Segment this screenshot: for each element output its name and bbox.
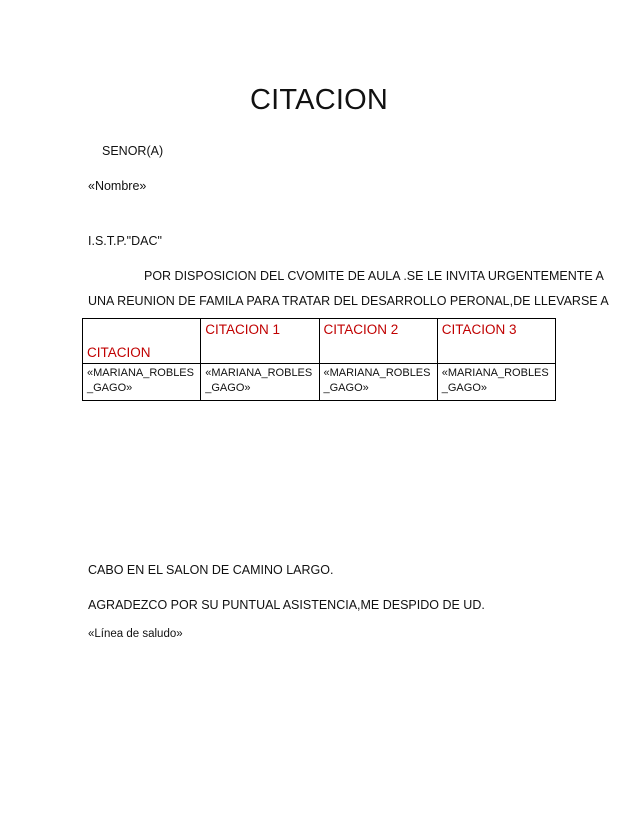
table-header-cell: CITACION 1 xyxy=(201,319,319,364)
document-title: CITACION xyxy=(249,84,388,116)
table-header-cell: CITACION xyxy=(83,319,201,364)
citation-table xyxy=(82,318,556,401)
name-merge-field: «Nombre» xyxy=(88,179,147,193)
closing-line-2: AGRADEZCO POR SU PUNTUAL ASISTENCIA,ME DESPIDO DE UD. xyxy=(88,598,485,612)
body-line-2: UNA REUNION DE FAMILA PARA TRATAR DEL DESARROLLO PERONAL,DE LLEVARSE A xyxy=(88,294,609,308)
table-row xyxy=(83,364,556,401)
table-header-cell: CITACION 3 xyxy=(437,319,555,364)
table-cell: «MARIANA_ROBLES_GAGO» xyxy=(83,364,201,401)
body-line-1: POR DISPOSICION DEL CVOMITE DE AULA .SE LE INVITA URGENTEMENTE A xyxy=(144,269,604,283)
institution-name: I.S.T.P."DAC" xyxy=(88,234,162,248)
closing-line-1: CABO EN EL SALON DE CAMINO LARGO. xyxy=(88,563,334,577)
table-cell: «MARIANA_ROBLES_GAGO» xyxy=(437,364,555,401)
salutation: SENOR(A) xyxy=(102,144,164,158)
table-cell: «MARIANA_ROBLES_GAGO» xyxy=(201,364,319,401)
table-cell: «MARIANA_ROBLES_GAGO» xyxy=(319,364,437,401)
table-header-cell: CITACION 2 xyxy=(319,319,437,364)
table-header-row xyxy=(83,319,556,364)
greeting-merge-field: «Línea de saludo» xyxy=(88,628,183,640)
